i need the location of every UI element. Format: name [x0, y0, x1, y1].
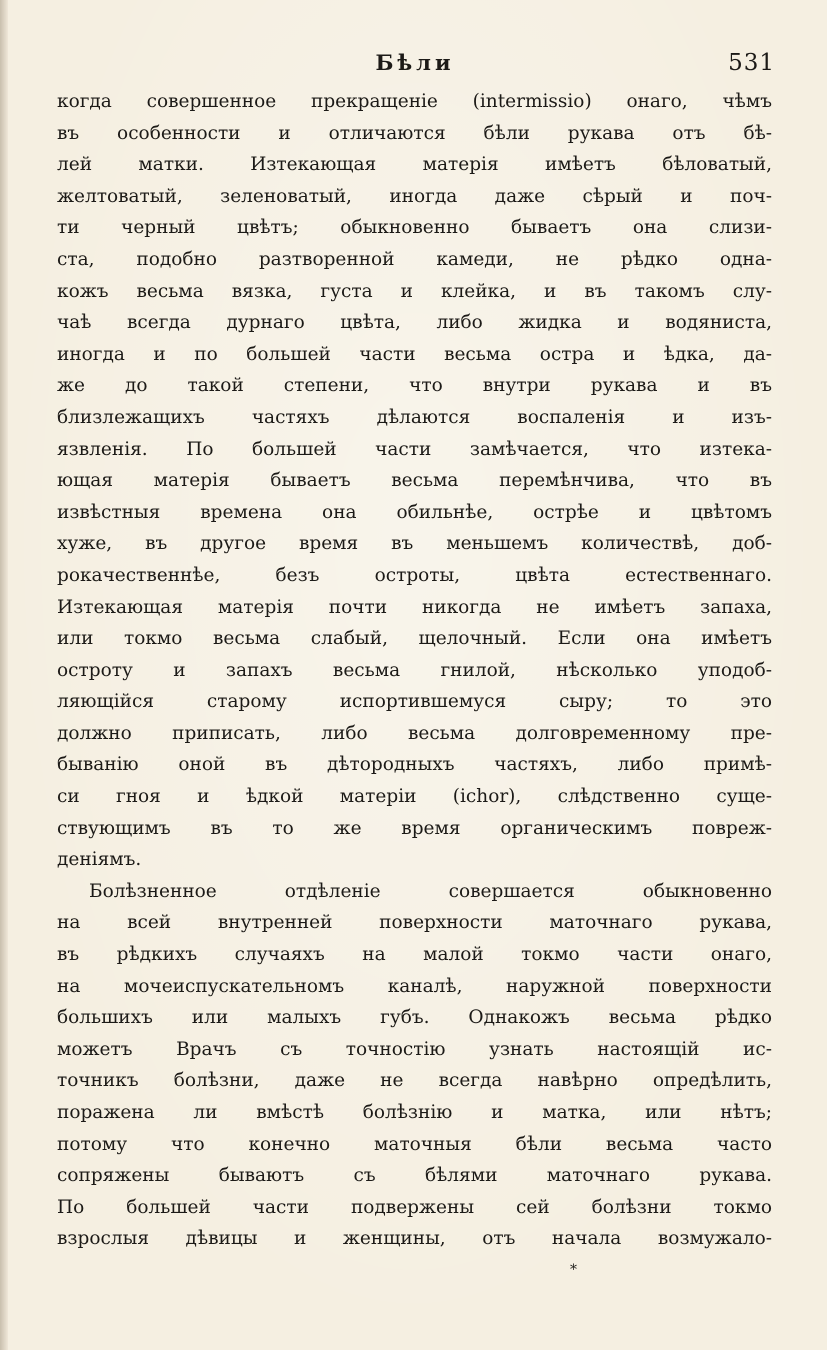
- text-line: Изтекающая матерія почти никогда не имѣетъ запаха,: [57, 596, 772, 618]
- text-line: или токмо весьма слабый, щелочный. Если она имѣетъ: [57, 628, 772, 650]
- paragraph-end-line: деніямъ.: [57, 849, 142, 871]
- text-line: ющая матерія бываетъ весьма перемѣнчива, что въ: [57, 470, 772, 492]
- running-head: Бѣли: [375, 50, 455, 75]
- text-line: быванію оной въ дѣтородныхъ частяхъ, либо примѣ-: [57, 754, 772, 776]
- body-text: [57, 86, 772, 1255]
- text-line: кожъ весьма вязка, густа и клейка, и въ такомъ слу-: [57, 280, 772, 302]
- text-line: хуже, въ другое время въ меньшемъ количествѣ, доб-: [57, 533, 772, 555]
- text-line: ствующимъ въ то же время органическимъ повреж-: [57, 817, 772, 839]
- text-line: въ особенности и отличаются бѣли рукава отъ бѣ-: [57, 122, 772, 144]
- text-line: ляющійся старому испортившемуся сыру; то это: [57, 691, 772, 713]
- text-line: язвленія. По большей части замѣчается, что изтека-: [57, 438, 772, 460]
- text-line: По большей части подвержены сей болѣзни токмо: [57, 1196, 772, 1218]
- text-line: на мочеиспускательномъ каналѣ, наружной поверхности: [57, 975, 772, 997]
- text-line: си гноя и ѣдкой матеріи (ichor), слѣдственно суще-: [57, 786, 772, 808]
- text-line: же до такой степени, что внутри рукава и въ: [57, 375, 772, 397]
- text-line: рокачественнѣе, безъ остроты, цвѣта естественнаго.: [57, 564, 772, 586]
- text-line: желтоватый, зеленоватый, иногда даже сѣрый и поч-: [57, 185, 772, 207]
- text-line: лей матки. Изтекающая матерія имѣетъ бѣловатый,: [57, 154, 772, 176]
- text-line: чаѣ всегда дурнаго цвѣта, либо жидка и водяниста,: [57, 312, 772, 334]
- text-line: когда совершенное прекращеніе (intermissio) онаго, чѣмъ: [57, 91, 772, 112]
- page-header: [55, 50, 775, 80]
- text-line: точникъ болѣзни, даже не всегда навѣрно опредѣлить,: [57, 1070, 772, 1092]
- signature-mark: *: [570, 1262, 577, 1278]
- page-edge: [0, 0, 8, 1350]
- text-line: взрослыя дѣвицы и женщины, отъ начала возмужало-: [57, 1228, 772, 1250]
- text-line: поражена ли вмѣстѣ болѣзнію и матка, или нѣтъ;: [57, 1102, 772, 1123]
- text-line: остроту и запахъ весьма гнилой, нѣсколько уподоб-: [57, 659, 772, 681]
- text-line: потому что конечно маточныя бѣли весьма часто: [57, 1133, 772, 1155]
- text-line: большихъ или малыхъ губъ. Однакожъ весьма рѣдко: [57, 1007, 772, 1029]
- page-number: 531: [728, 50, 775, 76]
- text-line: близлежащихъ частяхъ дѣлаются воспаленія и изъ-: [57, 406, 772, 428]
- text-line: въ рѣдкихъ случаяхъ на малой токмо части онаго,: [57, 944, 772, 966]
- text-line: извѣстныя времена она обильнѣе, острѣе и цвѣтомъ: [57, 501, 772, 523]
- text-line: сопряжены бываютъ съ бѣлями маточнаго рукава.: [57, 1165, 772, 1187]
- paragraph-start-line: Болѣзненное отдѣленіе совершается обыкновенно: [89, 880, 772, 902]
- text-line: ста, подобно разтворенной камеди, не рѣдко одна-: [57, 248, 772, 270]
- text-line: ти черный цвѣтъ; обыкновенно бываетъ она слизи-: [57, 217, 772, 239]
- text-line: должно приписать, либо весьма долговременному пре-: [57, 722, 772, 744]
- text-line: иногда и по большей части весьма остра и ѣдка, да-: [57, 343, 772, 365]
- text-line: на всей внутренней поверхности маточнаго рукава,: [57, 912, 772, 934]
- text-line: можетъ Врачъ съ точностію узнать настоящій ис-: [57, 1038, 772, 1060]
